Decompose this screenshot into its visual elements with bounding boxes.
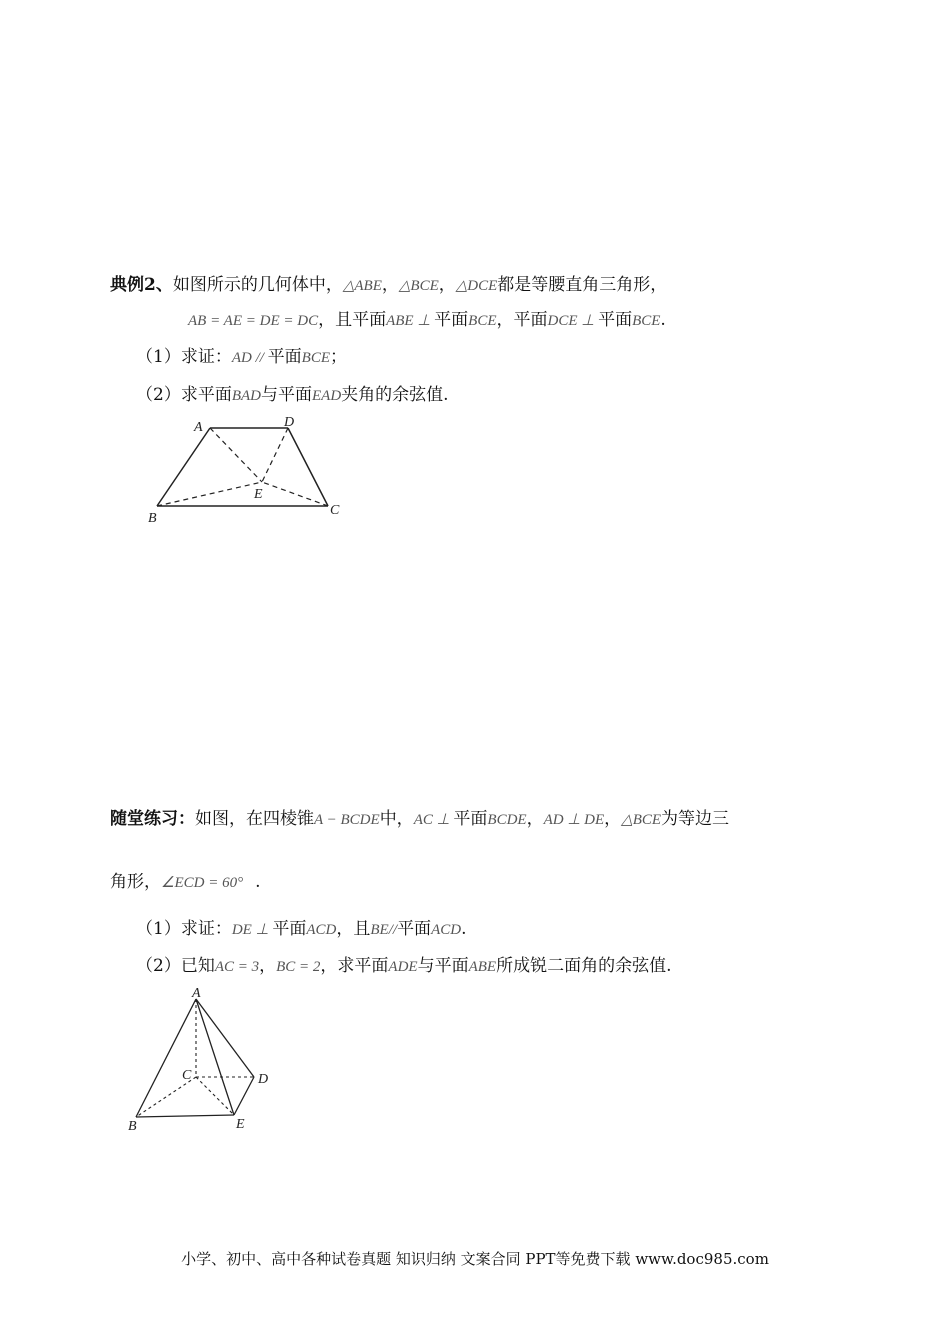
edge-ab bbox=[136, 999, 196, 1117]
practice-label: 随堂练习： bbox=[110, 809, 195, 829]
pyramid-name: A − BCDE bbox=[314, 812, 380, 828]
practice-figure bbox=[120, 985, 290, 1135]
vertex-label-e: E bbox=[254, 487, 263, 502]
example2-line2 bbox=[188, 308, 666, 333]
example2-question1 bbox=[136, 345, 347, 370]
period: . bbox=[461, 919, 467, 939]
plane-bad: BAD bbox=[231, 388, 261, 404]
text: ， bbox=[259, 956, 277, 976]
plane-bce: BCE bbox=[632, 313, 661, 329]
practice-intro: 如图，在四棱锥 bbox=[195, 809, 314, 829]
period: . bbox=[660, 310, 666, 330]
text: ，求平面 bbox=[320, 956, 389, 976]
text: 中， bbox=[379, 809, 414, 829]
text: ，且 bbox=[336, 919, 371, 939]
q1-label: （1）求证： bbox=[136, 347, 232, 367]
ac-length: AC = 3 bbox=[214, 959, 260, 975]
plane-acd: ACD bbox=[431, 922, 462, 938]
text: 为等边三 bbox=[661, 809, 730, 829]
angle-ecd: ∠ECD = 60° bbox=[161, 875, 244, 891]
text: 角形， bbox=[110, 872, 161, 892]
q2-mid: 与平面 bbox=[261, 385, 312, 405]
edge-dc bbox=[288, 428, 328, 506]
text: ， bbox=[604, 809, 622, 829]
ad-perp-de: AD ⊥ DE bbox=[543, 812, 605, 828]
example2-label: 典例2、 bbox=[110, 275, 173, 295]
cond-text: 平面 bbox=[598, 310, 633, 330]
edge-ab bbox=[157, 428, 210, 506]
triangle-abe: △ABE bbox=[342, 278, 382, 294]
plane-bce: BCE bbox=[468, 313, 497, 329]
q1-plane-word: 平面 bbox=[267, 347, 302, 367]
q1-label: （1）求证： bbox=[136, 919, 232, 939]
edge-be bbox=[157, 482, 262, 506]
equal-sides: AB = AE = DE = DC bbox=[188, 313, 319, 329]
q2-label: （2）已知 bbox=[136, 956, 215, 976]
edge-be bbox=[136, 1115, 234, 1117]
plane-acd: ACD bbox=[306, 922, 337, 938]
perp-symbol: ⊥ bbox=[413, 313, 435, 329]
practice-question2 bbox=[136, 954, 672, 979]
practice-question1 bbox=[136, 917, 466, 942]
plane-ade: ADE bbox=[388, 959, 418, 975]
vertex-label-b: B bbox=[148, 511, 157, 526]
separator: ， bbox=[438, 275, 456, 295]
q2-end: 夹角的余弦值. bbox=[341, 385, 449, 405]
be-parallel: BE// bbox=[370, 922, 398, 938]
vertex-label-c: C bbox=[330, 503, 340, 518]
vertex-label-d: D bbox=[258, 1072, 269, 1087]
q1-target-plane: BCE bbox=[301, 350, 331, 366]
text: 平面 bbox=[397, 919, 432, 939]
edge-ae bbox=[210, 428, 262, 482]
plane-abe: ABE bbox=[386, 313, 414, 329]
example2-figure bbox=[140, 410, 360, 530]
triangle-bce: △BCE bbox=[398, 278, 439, 294]
period: . bbox=[255, 872, 261, 892]
vertex-label-c: C bbox=[182, 1068, 192, 1083]
vertex-label-a: A bbox=[194, 420, 203, 435]
plane-dce: DCE bbox=[547, 313, 578, 329]
triangle-bce: △BCE bbox=[621, 812, 662, 828]
bc-length: BC = 2 bbox=[276, 959, 321, 975]
plane-bcde: BCDE bbox=[487, 812, 527, 828]
cond-text: ，平面 bbox=[496, 310, 548, 330]
text: 平面 bbox=[272, 919, 307, 939]
cond-text: 平面 bbox=[434, 310, 469, 330]
q2-end: 所成锐二面角的余弦值. bbox=[496, 956, 672, 976]
vertex-label-e: E bbox=[236, 1117, 245, 1132]
q2-label: （2）求平面 bbox=[136, 385, 232, 405]
perp-symbol: ⊥ bbox=[577, 313, 599, 329]
edge-ad bbox=[196, 999, 254, 1077]
edge-ae bbox=[196, 999, 234, 1115]
vertex-label-d: D bbox=[284, 415, 295, 430]
de-perp: DE ⊥ bbox=[231, 922, 273, 938]
vertex-label-b: B bbox=[128, 1119, 137, 1134]
example2-intro: 如图所示的几何体中， bbox=[172, 275, 343, 295]
practice-line1 bbox=[110, 807, 729, 832]
text: 平面 bbox=[453, 809, 488, 829]
edge-ed bbox=[234, 1077, 254, 1115]
example2-line1 bbox=[110, 273, 667, 298]
example2-question2 bbox=[136, 383, 449, 408]
example2-intro-end: 都是等腰直角三角形， bbox=[497, 275, 668, 295]
separator: ， bbox=[381, 275, 399, 295]
q1-expr: AD // bbox=[231, 350, 268, 366]
triangle-dce: △DCE bbox=[455, 278, 498, 294]
cond-text: ，且平面 bbox=[318, 310, 387, 330]
edge-cb bbox=[136, 1077, 196, 1117]
vertex-label-a: A bbox=[192, 986, 201, 1001]
q1-end: ； bbox=[330, 347, 348, 367]
ac-perp: AC ⊥ bbox=[413, 812, 454, 828]
page-footer: 小学、初中、高中各种试卷真题 知识归纳 文案合同 PPT等免费下载 www.doc985.com bbox=[181, 1250, 769, 1268]
edge-de bbox=[262, 428, 288, 482]
plane-ead: EAD bbox=[312, 388, 342, 404]
text: 与平面 bbox=[417, 956, 469, 976]
text: ， bbox=[526, 809, 544, 829]
plane-abe: ABE bbox=[468, 959, 497, 975]
practice-line2 bbox=[110, 870, 260, 895]
